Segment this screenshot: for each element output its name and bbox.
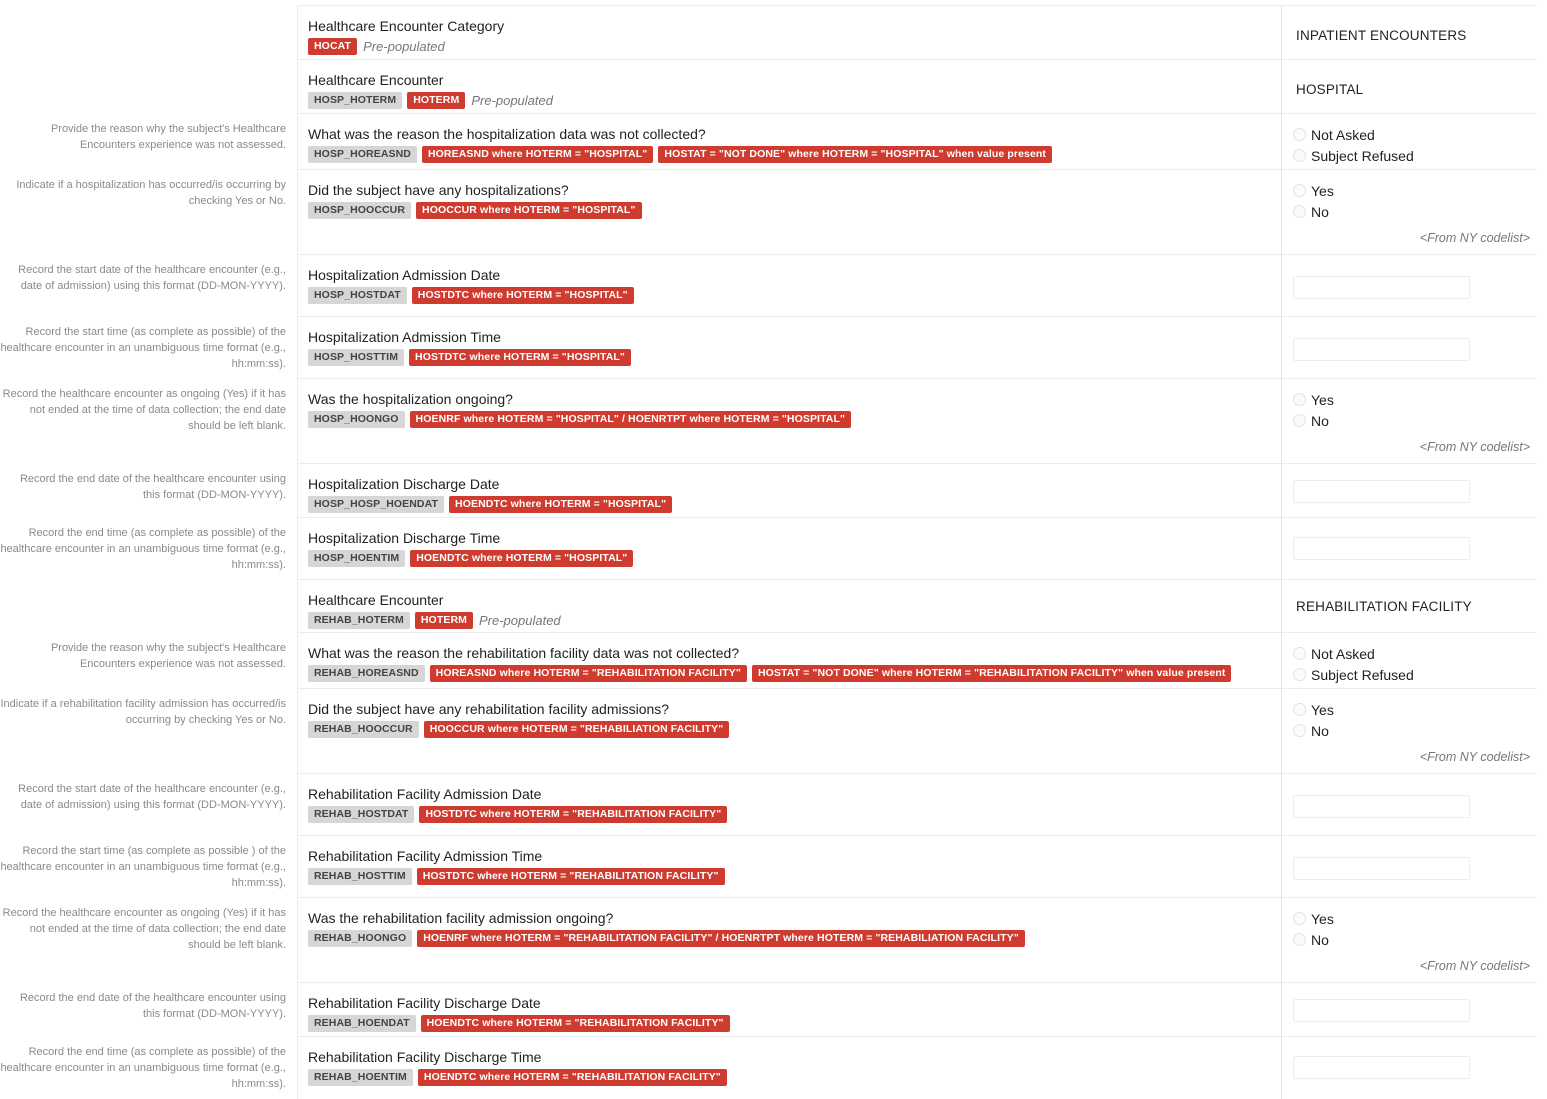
text-input[interactable] [1293,480,1470,503]
radio-label: No [1311,931,1329,948]
form-row [0,579,1547,632]
radio-group [1293,699,1334,741]
variable-tag: REHAB_HOSTDAT [308,806,414,823]
response-cell [1281,113,1537,169]
help-text: Record the healthcare encounter as ongoing (Yes) if it has not ended at the time of data collection; the end date should be left blank. [2,907,286,951]
variable-tags [308,868,1271,885]
radio-button[interactable] [1293,912,1306,925]
variable-tag: REHAB_HOENTIM [308,1069,413,1086]
help-text: Record the end time (as complete as possible) of the healthcare encounter in an unambiguous time format (e.g., hh:mm:ss). [0,1046,286,1090]
question-cell [297,579,1281,632]
question-label: Rehabilitation Facility Discharge Time [308,1049,542,1065]
radio-group [1293,180,1334,222]
radio-button[interactable] [1293,205,1306,218]
variable-tag: HOSP_HOOCCUR [308,202,411,219]
question-label: Was the rehabilitation facility admission ongoing? [308,910,614,926]
question-cell [297,113,1281,169]
text-input[interactable] [1293,276,1470,299]
question-label: Healthcare Encounter [308,592,444,608]
question-cell [297,378,1281,463]
radio-button[interactable] [1293,128,1306,141]
radio-label: No [1311,412,1329,429]
variable-tags [308,411,1271,428]
question-cell [297,517,1281,579]
question-label: Hospitalization Discharge Date [308,476,500,492]
variable-tag: HOSTDTC where HOTERM = "REHABILITATION FACILITY" [417,868,725,885]
question-label: Was the hospitalization ongoing? [308,391,513,407]
form-row [0,835,1547,897]
variable-tag: REHAB_HOSTTIM [308,868,412,885]
codelist-note: <From NY codelist> [1419,959,1530,973]
radio-label: Yes [1311,701,1334,718]
question-cell [297,59,1281,113]
response-cell [1281,982,1537,1036]
radio-option[interactable] [1293,720,1334,741]
radio-button[interactable] [1293,647,1306,660]
variable-tag: HOSP_HOONGO [308,411,405,428]
form-row [0,113,1547,169]
radio-label: Yes [1311,910,1334,927]
variable-tag: HOSP_HOSP_HOENDAT [308,496,444,513]
variable-tag: HOENDTC where HOTERM = "HOSPITAL" [449,496,672,513]
response-cell [1281,5,1537,59]
help-text: Record the healthcare encounter as ongoing (Yes) if it has not ended at the time of data collection; the end date should be left blank. [2,388,286,432]
variable-tags [308,930,1271,947]
variable-tag: HOREASND where HOTERM = "HOSPITAL" [422,146,653,163]
question-label: Hospitalization Discharge Time [308,530,501,546]
variable-tag: HOSTAT = "NOT DONE" where HOTERM = "REHABILITATION FACILITY" when value present [752,665,1232,682]
variable-tag: REHAB_HOREASND [308,665,425,682]
radio-option[interactable] [1293,145,1414,166]
question-label: Rehabilitation Facility Admission Date [308,786,542,802]
codelist-note: <From NY codelist> [1419,231,1530,245]
form-row [0,378,1547,463]
question-label: Did the subject have any hospitalizations? [308,182,569,198]
radio-option[interactable] [1293,929,1334,950]
response-cell [1281,169,1537,254]
radio-option[interactable] [1293,643,1414,664]
question-label: What was the reason the hospitalization data was not collected? [308,126,706,142]
radio-option[interactable] [1293,908,1334,929]
question-label: Did the subject have any rehabilitation facility admissions? [308,701,670,717]
question-cell [297,5,1281,59]
radio-label: Yes [1311,182,1334,199]
radio-button[interactable] [1293,724,1306,737]
variable-tag: HOTERM [415,612,473,629]
text-input[interactable] [1293,999,1470,1022]
variable-tags [308,349,1271,366]
question-cell [297,254,1281,316]
variable-tag: HOTERM [407,92,465,109]
radio-button[interactable] [1293,184,1306,197]
radio-button[interactable] [1293,668,1306,681]
variable-tag: REHAB_HOENDAT [308,1015,416,1032]
text-input[interactable] [1293,857,1470,880]
question-label: Hospitalization Admission Time [308,329,501,345]
form-row [0,773,1547,835]
form-row [0,688,1547,773]
question-label: Rehabilitation Facility Admission Time [308,848,543,864]
response-cell [1281,773,1537,835]
variable-tags [308,721,1271,738]
radio-option[interactable] [1293,124,1414,145]
question-cell [297,632,1281,688]
response-cell [1281,463,1537,517]
radio-group [1293,908,1334,950]
form-row [0,5,1547,59]
variable-tag: HOREASND where HOTERM = "REHABILITATION FACILITY" [430,665,747,682]
variable-tags [308,38,1271,55]
response-cell [1281,1036,1537,1099]
variable-tag: HOENDTC where HOTERM = "REHABILITATION FACILITY" [418,1069,727,1086]
radio-option[interactable] [1293,699,1334,720]
variable-tags [308,1015,1271,1032]
response-cell [1281,316,1537,378]
radio-option[interactable] [1293,410,1334,431]
form-row [0,463,1547,517]
variable-tags [308,665,1271,682]
help-text: Provide the reason why the subject's Healthcare Encounters experience was not assessed. [50,642,286,670]
radio-group [1293,389,1334,431]
variable-tag: HOSP_HOSTDAT [308,287,407,304]
variable-tag: HOENDTC where HOTERM = "HOSPITAL" [410,550,633,567]
question-cell [297,773,1281,835]
help-text: Record the start date of the healthcare encounter (e.g., date of admission) using this format (DD-MON-YYYY). [18,783,286,811]
question-cell [297,835,1281,897]
help-text: Record the end date of the healthcare encounter using this format (DD-MON-YYYY). [19,473,286,501]
section-header: HOSPITAL [1296,82,1364,97]
variable-tags [308,146,1271,163]
variable-tag: REHAB_HOTERM [308,612,410,629]
question-cell [297,463,1281,517]
response-cell [1281,517,1537,579]
radio-label: Not Asked [1311,126,1375,143]
help-text: Indicate if a rehabilitation facility admission has occurred/is occurring by checking Yes or No. [0,698,286,726]
form-row [0,169,1547,254]
variable-tag: HOENRF where HOTERM = "HOSPITAL" / HOENRTPT where HOTERM = "HOSPITAL" [410,411,852,428]
variable-tag: HOOCCUR where HOTERM = "HOSPITAL" [416,202,641,219]
question-label: What was the reason the rehabilitation facility data was not collected? [308,645,740,661]
variable-tags [308,496,1271,513]
question-cell [297,897,1281,982]
text-input[interactable] [1293,537,1470,560]
response-cell [1281,378,1537,463]
radio-button[interactable] [1293,414,1306,427]
radio-option[interactable] [1293,201,1334,222]
radio-group [1293,643,1414,685]
variable-tag: REHAB_HOONGO [308,930,412,947]
question-cell [297,982,1281,1036]
variable-tags [308,550,1271,567]
form-row [0,632,1547,688]
prepopulated-note: Pre-populated [478,613,561,628]
help-text: Record the end date of the healthcare encounter using this format (DD-MON-YYYY). [19,992,286,1020]
question-label: Healthcare Encounter [308,72,444,88]
variable-tags [308,806,1271,823]
radio-group [1293,124,1414,166]
response-cell [1281,688,1537,773]
question-cell [297,1036,1281,1099]
radio-button[interactable] [1293,393,1306,406]
codelist-note: <From NY codelist> [1419,750,1530,764]
section-header: INPATIENT ENCOUNTERS [1296,28,1467,43]
variable-tag: HOSP_HOREASND [308,146,417,163]
help-text: Record the end time (as complete as possible) of the healthcare encounter in an unambiguous time format (e.g., hh:mm:ss). [0,527,286,571]
radio-button[interactable] [1293,149,1306,162]
radio-button[interactable] [1293,933,1306,946]
help-text: Record the start time (as complete as possible) of the healthcare encounter in an unambiguous time format (e.g., hh:mm:ss). [0,326,286,370]
response-cell [1281,59,1537,113]
response-cell [1281,254,1537,316]
help-text: Record the start time (as complete as possible ) of the healthcare encounter in an unambiguous time format (e.g., hh:mm:ss). [0,845,286,889]
radio-label: No [1311,203,1329,220]
variable-tags [308,1069,1271,1086]
response-cell [1281,835,1537,897]
text-input[interactable] [1293,338,1470,361]
variable-tag: HOSP_HOENTIM [308,550,405,567]
section-header: REHABILITATION FACILITY [1296,599,1472,614]
variable-tag: HOCAT [308,38,357,55]
variable-tags [308,287,1271,304]
response-cell [1281,579,1537,632]
question-label: Hospitalization Admission Date [308,267,501,283]
radio-label: Not Asked [1311,645,1375,662]
radio-label: Subject Refused [1311,666,1414,683]
radio-option[interactable] [1293,389,1334,410]
form-row [0,59,1547,113]
form-row [0,254,1547,316]
help-text: Record the start date of the healthcare encounter (e.g., date of admission) using this format (DD-MON-YYYY). [18,264,286,292]
question-cell [297,688,1281,773]
help-text: Indicate if a hospitalization has occurred/is occurring by checking Yes or No. [16,179,286,207]
form-row [0,1036,1547,1099]
form-row [0,982,1547,1036]
variable-tag: HOSTDTC where HOTERM = "HOSPITAL" [412,287,634,304]
variable-tags [308,202,1271,219]
question-cell [297,169,1281,254]
prepopulated-note: Pre-populated [363,39,445,54]
radio-label: No [1311,722,1329,739]
variable-tag: HOENDTC where HOTERM = "REHABILITATION FACILITY" [421,1015,730,1032]
question-label: Rehabilitation Facility Discharge Date [308,995,541,1011]
radio-option[interactable] [1293,180,1334,201]
variable-tag: HOSP_HOTERM [308,92,402,109]
codelist-note: <From NY codelist> [1419,440,1530,454]
variable-tags [308,92,1271,109]
radio-option[interactable] [1293,664,1414,685]
response-cell [1281,632,1537,688]
help-text: Provide the reason why the subject's Healthcare Encounters experience was not assessed. [50,123,286,151]
radio-label: Yes [1311,391,1334,408]
variable-tag: HOSP_HOSTTIM [308,349,404,366]
text-input[interactable] [1293,795,1470,818]
variable-tag: HOOCCUR where HOTERM = "REHABILIATION FACILITY" [424,721,730,738]
radio-label: Subject Refused [1311,147,1414,164]
form-row [0,517,1547,579]
prepopulated-note: Pre-populated [471,93,553,108]
variable-tags [308,612,1271,629]
radio-button[interactable] [1293,703,1306,716]
question-label: Healthcare Encounter Category [308,18,505,34]
form-row [0,316,1547,378]
variable-tag: HOSTDTC where HOTERM = "HOSPITAL" [409,349,631,366]
variable-tag: REHAB_HOOCCUR [308,721,419,738]
text-input[interactable] [1293,1056,1470,1079]
variable-tag: HOSTDTC where HOTERM = "REHABILITATION FACILITY" [419,806,727,823]
question-cell [297,316,1281,378]
form-row [0,897,1547,982]
variable-tag: HOSTAT = "NOT DONE" where HOTERM = "HOSPITAL" when value present [658,146,1052,163]
response-cell [1281,897,1537,982]
variable-tag: HOENRF where HOTERM = "REHABILITATION FACILITY" / HOENRTPT where HOTERM = "REHABILIATION FACILITY" [417,930,1025,947]
